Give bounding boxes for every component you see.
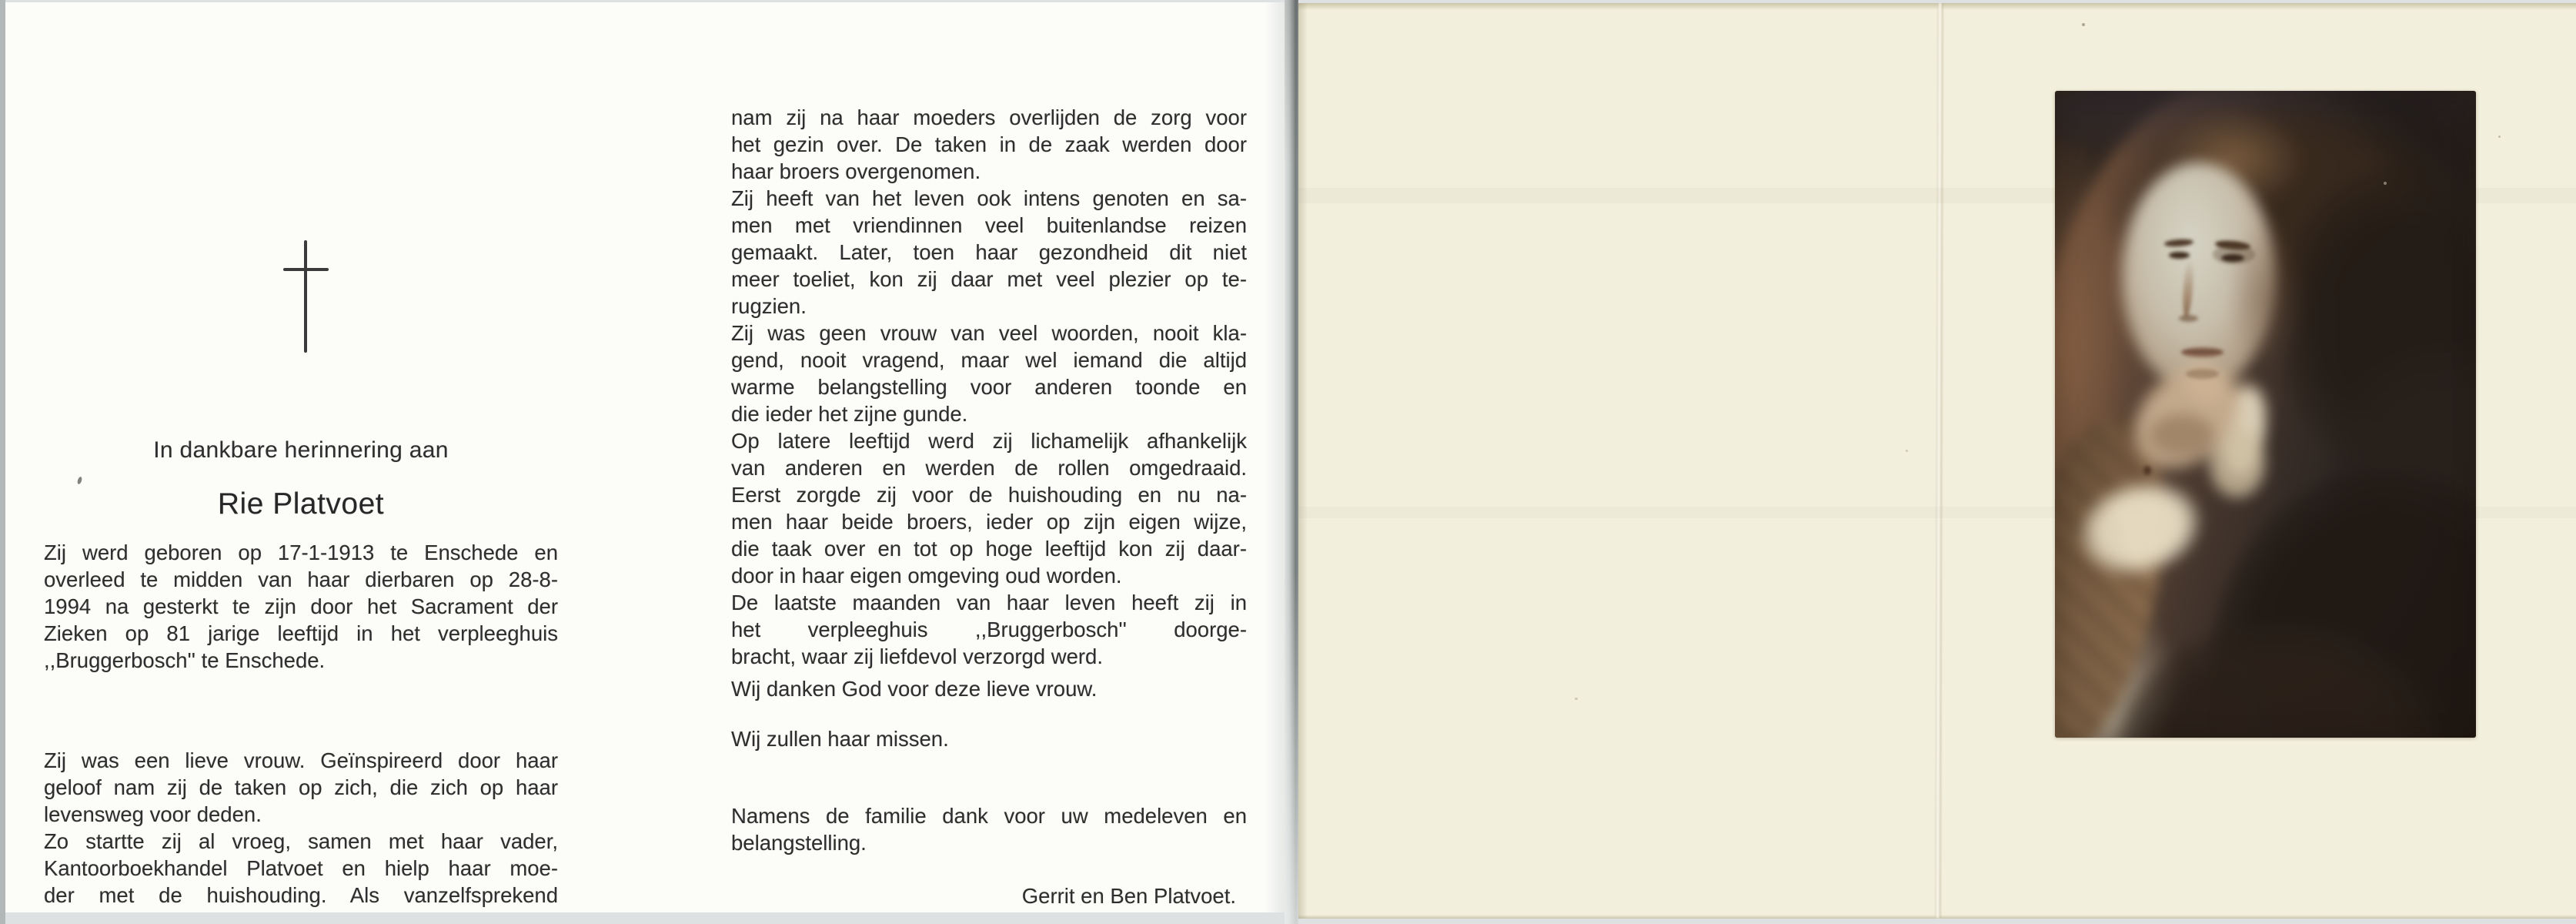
text-line: Zij was een lieve vrouw. Geïnspireerd door haar (44, 748, 558, 772)
text-line: het verpleeghuis ,,Bruggerbosch'' doorge- (731, 618, 1247, 641)
text-line: geloof nam zij de taken op zich, die zich op haar (44, 775, 558, 799)
text-line: bracht, waar zij liefdevol verzorgd werd. (731, 644, 1103, 668)
text-line: Zieken op 81 jarige leeftijd in het verpleeghuis (44, 621, 558, 645)
text-line: van anderen en werden de rollen omgedraaid. (731, 456, 1247, 480)
thanks-line (731, 675, 1247, 702)
text-line: Zo startte zij al vroeg, samen met haar vader, (44, 829, 558, 853)
text-line: ,,Bruggerbosch'' te Enschede. (44, 648, 326, 672)
text-line: rugzien. (731, 294, 807, 318)
text-line: Namens de familie dank voor uw medeleven en (731, 804, 1247, 828)
text-line: overleed te midden van haar dierbaren op 28-8- (44, 567, 558, 591)
text-line: het gezin over. De taken in de zaak werden door (731, 132, 1247, 156)
scan-edge-strip (0, 0, 5, 924)
text-line: haar broers overgenomen. (731, 159, 981, 183)
life-story-paragraph (44, 747, 558, 909)
cover-page-edge-shade (1298, 3, 1308, 919)
text-line: Zij werd geboren op 17-1-1913 te Enschede en (44, 541, 558, 564)
text-line: nam zij na haar moeders overlijden de zorg voor (731, 105, 1247, 129)
text-line: die taak over en tot op hoge leeftijd kon zij daar- (731, 537, 1247, 561)
family-thanks-paragraph (731, 802, 1247, 856)
text-line: door in haar eigen omgeving oud worden. (731, 564, 1122, 588)
page-gap (1285, 0, 1298, 924)
text-line: Wij zullen haar missen. (731, 727, 949, 751)
birth-death-paragraph (44, 539, 558, 674)
text-line: De laatste maanden van haar leven heeft zij in (731, 591, 1247, 614)
deceased-name: Rie Platvoet (217, 487, 385, 521)
photo-vignette (2055, 91, 2476, 738)
dust-speck (1575, 698, 1578, 700)
text-line: levensweg voor deden. (44, 802, 262, 826)
missing-line (731, 725, 1247, 752)
text-line: gemaakt. Later, toen haar gezondheid dit niet (731, 240, 1247, 264)
text-line: Zij was geen vrouw van veel woorden, nooit kla- (731, 321, 1247, 345)
text-line: Op latere leeftijd werd zij lichamelijk afhankelijk (731, 429, 1247, 453)
text-line: belangstelling. (731, 831, 867, 855)
text-line: Wij danken God voor deze lieve vrouw. (731, 677, 1098, 701)
text-line: Zij heeft van het leven ook intens genoten en sa- (731, 186, 1247, 210)
text-line: gend, nooit vragend, maar wel iemand die altijd (731, 348, 1247, 372)
dust-speck (1906, 450, 1908, 452)
dust-speck (2498, 136, 2501, 138)
text-line: 1994 na gesterkt te zijn door het Sacrament der (44, 594, 558, 618)
portrait-photo (2055, 91, 2476, 738)
text-line: warme belangstelling voor anderen toonde en (731, 375, 1247, 399)
text-line: die ieder het zijne gunde. (731, 402, 968, 426)
text-line: Kantoorboekhandel Platvoet en hielp haar moe- (44, 856, 558, 880)
signature-line: Gerrit en Ben Platvoet. (1021, 884, 1236, 908)
text-line: meer toeliet, kon zij daar met veel plezier op te- (731, 267, 1247, 291)
memorial-intro-text: In dankbare herinnering aan (153, 437, 449, 463)
text-line: Eerst zorgde zij voor de huishouding en nu na- (731, 483, 1247, 507)
text-line: der met de huishouding. Als vanzelfsprekend (44, 883, 558, 907)
life-story-continued-paragraph (731, 104, 1247, 670)
text-line: men haar beide broers, ieder op zijn eigen wijze, (731, 510, 1247, 534)
dust-speck (2082, 23, 2085, 26)
memorial-cross-icon (304, 240, 307, 353)
memorial-cross-icon (283, 268, 329, 271)
text-line: men met vriendinnen veel buitenlandse reizen (731, 213, 1247, 237)
